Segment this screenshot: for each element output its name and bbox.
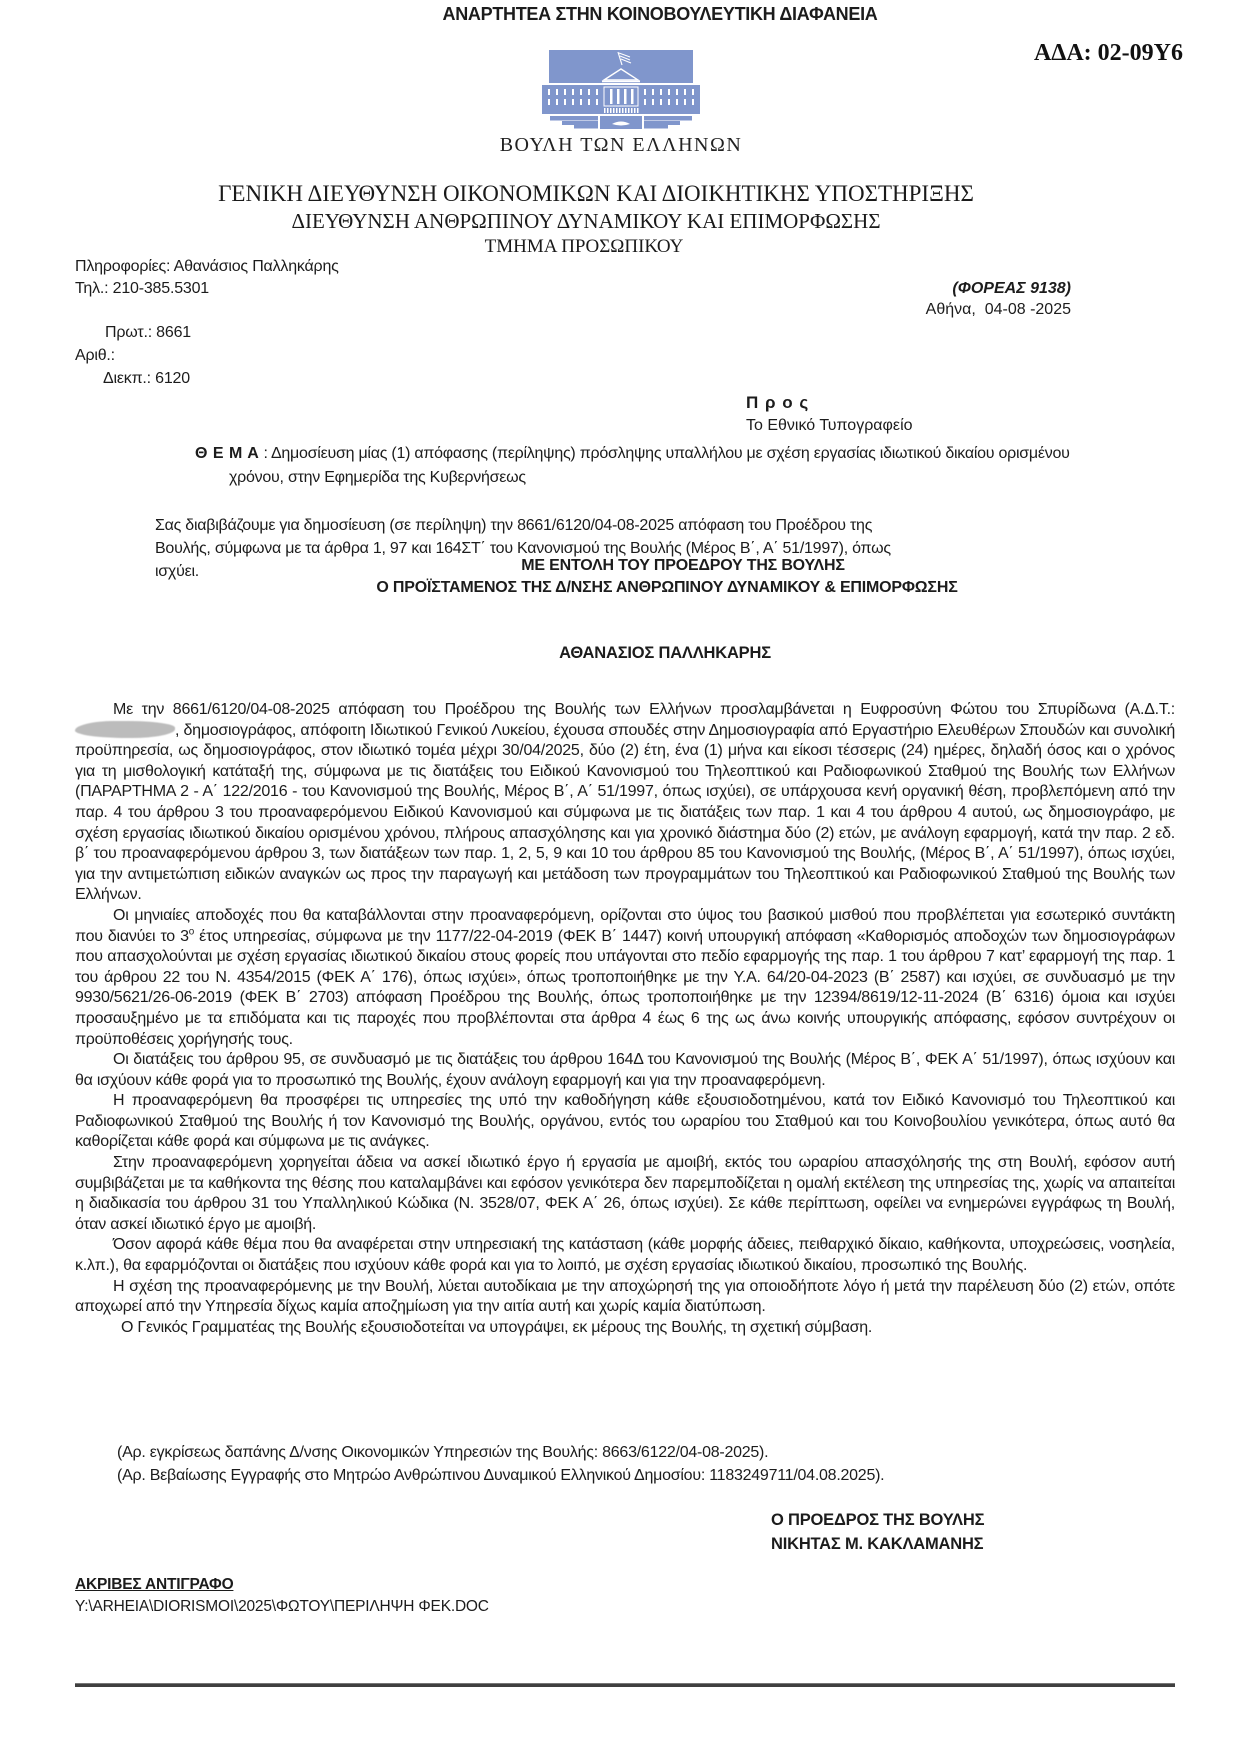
recipient-name: Το Εθνικό Τυπογραφείο: [746, 417, 913, 434]
foreas-code: (ΦΟΡΕΑΣ 9138): [952, 280, 1071, 297]
bottom-divider: [75, 1683, 1175, 1687]
protocol-number: Πρωτ.: 8661: [105, 324, 191, 341]
protocol-label: Αριθ.:: [75, 347, 115, 364]
registry-note: (Αρ. Βεβαίωσης Εγγραφής στο Μητρώο Ανθρώπινου Δυναμικού Ελληνικού Δημοσίου: 1183249711/04.08.2025).: [117, 1467, 885, 1484]
parliament-logo: [542, 49, 700, 129]
ordinal-superscript: ο: [188, 926, 195, 938]
recipient-label: Π ρ ο ς: [746, 393, 810, 412]
subject-text: Δημοσίευση μίας (1) απόφασης (περίληψης) πρόσληψης υπαλλήλου με σχέση εργασίας ιδιωτικού δικαίου ορισμένου χρόνου, στην Εφημερίδα της Κυβερνήσεως: [229, 445, 1070, 486]
body-paragraph-2: [75, 906, 1175, 1050]
approval-notes: [117, 1441, 884, 1487]
body-paragraph-8: Ο Γενικός Γραμματέας της Βουλής εξουσιοδοτείται να υπογράψει, εκ μέρους της Βουλής, τη σχετική σύμβαση.: [121, 1318, 873, 1336]
header-department: ΤΜΗΜΑ ΠΡΟΣΩΠΙΚΟΥ: [484, 236, 684, 257]
parliament-caption: ΒΟΥΛΗ ΤΩΝ ΕΛΛΗΝΩΝ: [499, 134, 743, 156]
body-paragraph-4: Η προαναφερόμενη θα προσφέρει τις υπηρεσίες της υπό την καθοδήγηση κάθε εξουσιοδοτημένου, κατά τον Ειδικό Κανονισμό του Τηλεοπτικού και Ραδιοφωνικού Σταθμού της Βουλής ή τον Κανονισμό της Βουλής, οργάνου, εντός του ωραρίου του Σταθμού και του Κοινοβουλίου γενικότερα, όπως αυτό θα καθορίζεται κάθε φορά και σύμφωνα με τις ανάγκες.: [75, 1092, 1175, 1151]
president-name: ΝΙΚΗΤΑΣ Μ. ΚΑΚΛΑΜΑΝΗΣ: [771, 1534, 984, 1553]
head-of-directorate-line: Ο ΠΡΟΪΣΤΑΜΕΝΟΣ ΤΗΣ Δ/ΝΣΗΣ ΑΝΘΡΩΠΙΝΟΥ ΔΥΝΑΜΙΚΟΥ & ΕΠΙΜΟΡΦΩΣΗΣ: [376, 579, 958, 596]
file-path: Y:\ARHEIA\DIORISMOI\2025\ΦΩΤΟΥ\ΠΕΡΙΛΗΨΗ ΦΕΚ.DOC: [75, 1598, 489, 1615]
transparency-note: ΑΝΑΡΤΗΤΕΑ ΣΤΗΝ ΚΟΙΝΟΒΟΥΛΕΥΤΙΚΗ ΔΙΑΦΑΝΕΙΑ: [442, 4, 878, 24]
body-paragraph-1: [75, 700, 1175, 906]
redaction-mark: [75, 721, 175, 738]
paragraph-text: Οι μηνιαίες αποδοχές που θα καταβάλλονται στην προαναφερόμενη, ορίζονται στο ύψος του βασικού μισθού που προβλέπεται για εσωτερικό συντάκτη που διανύει το 3: [75, 906, 1175, 945]
contact-info: [75, 256, 339, 300]
subject-separator: :: [259, 445, 271, 462]
header-general-directorate: ΓΕΝΙΚΗ ΔΙΕΥΘΥΝΣΗ ΟΙΚΟΝΟΜΙΚΩΝ ΚΑΙ ΔΙΟΙΚΗΤΙΚΗΣ ΥΠΟΣΤΗΡΙΞΗΣ: [218, 181, 974, 206]
parliament-building-icon: [542, 49, 700, 129]
recipient-block: [746, 391, 913, 437]
paragraph-text: έτος υπηρεσίας, σύμφωνα με την 1177/22-04-2019 (ΦΕΚ Β΄ 1447) κοινή υπουργική απόφαση «Καθορισμός αποδοχών των δημοσιογράφων που απασχολούνται με σχέση εργασίας ιδιωτικού δικαίου στους φορείς που υπάγονται στο πεδίο εφαρμογής της παρ. 1 του άρθρου 7 κατ’ εφαρμογή της παρ. 1 του άρθρου 22 του Ν. 4354/2015 (ΦΕΚ Α΄ 176), όπως ισχύει», όπως τροποποιήθηκε με την Υ.Α. 64/20-04-2023 (Β΄ 2587) και ισχύει, σε συνδυασμό με την 9930/5621/26-06-2019 (ΦΕΚ Β΄ 2703) απόφαση Προέδρου της Βουλής, όπως τροποποιήθηκε με την 12394/8619/12-11-2024 (Β΄ 6316) όμοια και ισχύει προσαυξημένο με τα επιδόματα και τις παροχές που προβλέπονται στα άρθρα 4 έως 6 της ως άνω κοινής υπουργικής απόφασης, εφόσον συντρέχουν οι προϋποθέσεις χορήγησής τους.: [75, 927, 1175, 1048]
body-paragraph-3: Οι διατάξεις του άρθρου 95, σε συνδυασμό με τις διατάξεις του άρθρου 164Δ του Κανονισμού της Βουλής (Μέρος Β΄, ΦΕΚ Α΄ 51/1997), όπως ισχύουν και θα ισχύουν κάθε φορά για το προσωπικό της Βουλής, έχουν ανάλογη εφαρμογή και για την προαναφερόμενη.: [75, 1051, 1175, 1089]
subject-block: [195, 442, 1091, 490]
by-order-line: ΜΕ ΕΝΤΟΛΗ ΤΟΥ ΠΡΟΕΔΡΟΥ ΤΗΣ ΒΟΥΛΗΣ: [521, 557, 845, 574]
expense-approval-note: (Αρ. εγκρίσεως δαπάνης Δ/νσης Οικονομικών Υπηρεσιών της Βουλής: 8663/6122/04-08-2025).: [117, 1444, 769, 1461]
foreas-date-block: [926, 278, 1071, 320]
president-signature-block: [771, 1509, 984, 1556]
footer-block: [75, 1574, 489, 1618]
header-directorate: ΔΙΕΥΘΥΝΣΗ ΑΝΘΡΩΠΙΝΟΥ ΔΥΝΑΜΙΚΟΥ ΚΑΙ ΕΠΙΜΟΡΦΩΣΗΣ: [291, 209, 881, 233]
body-paragraph-7: Η σχέση της προαναφερόμενης με την Βουλή, λύεται αυτοδίκαια με την αποχώρησή της για οποιοδήποτε λόγο ή μετά την παρέλευση δύο (2) ετών, οπότε αποχωρεί από την Υπηρεσία δίχως καμία αποζημίωση για την αιτία αυτή και χωρίς καμία διατύπωση.: [75, 1277, 1175, 1316]
subject-label: Θ Ε Μ Α: [195, 445, 260, 462]
transmittal-paragraph: Σας διαβιβάζουμε για δημοσίευση (σε περίληψη) την 8661/6120/04-08-2025 απόφαση του Προέδρου της Βουλής, σύμφωνα με τα άρθρα 1, 97 και 164ΣΤ΄ του Κανονισμού της Βουλής (Μέρος Β΄, Α΄ 51/1997), όπως ισχύει.: [155, 517, 891, 580]
contact-person: Πληροφορίες: Αθανάσιος Παλληκάρης: [75, 258, 339, 275]
certified-copy-label: ΑΚΡΙΒΕΣ ΑΝΤΙΓΡΑΦΟ: [75, 1576, 234, 1593]
dispatch-number: Διεκπ.: 6120: [103, 370, 190, 387]
president-title: Ο ΠΡΟΕΔΡΟΣ ΤΗΣ ΒΟΥΛΗΣ: [771, 1511, 985, 1529]
body-paragraph-5: Στην προαναφερόμενη χορηγείται άδεια να ασκεί ιδιωτικό έργο ή εργασία με αμοιβή, εκτός του ωραρίου απασχόλησής της στη Βουλή, εφόσον αυτή συμβιβάζεται με τα καθήκοντα της θέσης που καταλαμβάνει και εφόσον γενικότερα δεν παρεμποδίζεται η ομαλή εκτέλεση της υπηρεσίας της, χωρίς να απαιτείται η διαδικασία του άρθρου 31 του Υπαλληλικού Κώδικα (Ν. 3528/07, ΦΕΚ Α΄ 26, όπως ισχύει). Σε κάθε περίπτωση, οφείλει να ενημερώνει εγγράφως τη Βουλή, όταν ασκεί ιδιωτικό έργο με αμοιβή.: [75, 1154, 1175, 1233]
decision-body: [75, 700, 1175, 1338]
signer-name: ΑΘΑΝΑΣΙΟΣ ΠΑΛΛΗΚΑΡΗΣ: [559, 644, 771, 662]
city-date: Αθήνα, 04-08 -2025: [925, 301, 1071, 318]
protocol-block: [75, 321, 191, 390]
body-paragraph-6: Όσον αφορά κάθε θέμα που θα αναφέρεται στην υπηρεσιακή της κατάσταση (κάθε μορφής άδειες, πειθαρχικό δίκαιο, καθήκοντα, υποχρεώσεις, νοσηλεία, κ.λπ.), θα εφαρμόζονται οι διατάξεις που ισχύουν κάθε φορά και για το λοιπό, με σχέση εργασίας ιδιωτικού δικαίου, προσωπικό της Βουλής.: [75, 1236, 1175, 1275]
contact-phone: Τηλ.: 210-385.5301: [75, 280, 209, 297]
ada-code: ΑΔΑ: 02-09Υ6: [1033, 40, 1183, 66]
paragraph-text: , δημοσιογράφος, απόφοιτη Ιδιωτικού Γενικού Λυκείου, έχουσα σπουδές στην Δημοσιογραφία από Εργαστήριο Ελευθέρων Σπουδών και συνολική προϋπηρεσία, ως δημοσιογράφος, στον ιδιωτικό τομέα μέχρι 30/04/2025, δύο (2) έτη, ένα (1) μήνα και είκοσι τέσσερις (24) ημέρες, δηλαδή όσος και ο χρόνος για τη μισθολογική κατάταξή της, σύμφωνα με τις διατάξεις του Ειδικού Κανονισμού του Τηλεοπτικού και Ραδιοφωνικού Σταθμού της Βουλής των Ελλήνων (ΠΑΡΑΡΤΗΜΑ 2 - Α΄ 122/2016 - του Κανονισμού της Βουλής, Μέρος Β΄, Α΄ 51/1997, όπως ισχύει), σε υπάρχουσα κενή οργανική θέση, προβλεπόμενη από την παρ. 4 του άρθρου 3 του προαναφερόμενου Ειδικού Κανονισμού και σύμφωνα με τις διατάξεις των παρ. 1 και 4 του άρθρου 4 αυτού, ως δημοσιογράφο, με σχέση εργασίας ιδιωτικού δικαίου ορισμένου χρόνου, πλήρους απασχόλησης και για χρονικό διάστημα δύο (2) ετών, με ανάλογη εφαρμογή, κατά την παρ. 2 εδ. β΄ του προαναφερόμενου άρθρου 3, των διατάξεων των παρ. 1, 2, 5, 9 και 10 του άρθρου 85 του Κανονισμού της Βουλής, (Μέρος Β΄, Α΄ 51/1997), όπως ισχύει, για την αντιμετώπιση ειδικών αναγκών ως προς την παραγωγή και μετάδοση των προγραμμάτων του Τηλεοπτικού και Ραδιοφωνικού Σταθμού της Βουλής των Ελλήνων.: [75, 721, 1175, 904]
paragraph-text: Με την 8661/6120/04-08-2025 απόφαση του Προέδρου της Βουλής των Ελλήνων προσλαμβάνεται η Ευφροσύνη Φώτου του Σπυρίδωνα (Α.Δ.Τ.:: [113, 701, 1175, 718]
